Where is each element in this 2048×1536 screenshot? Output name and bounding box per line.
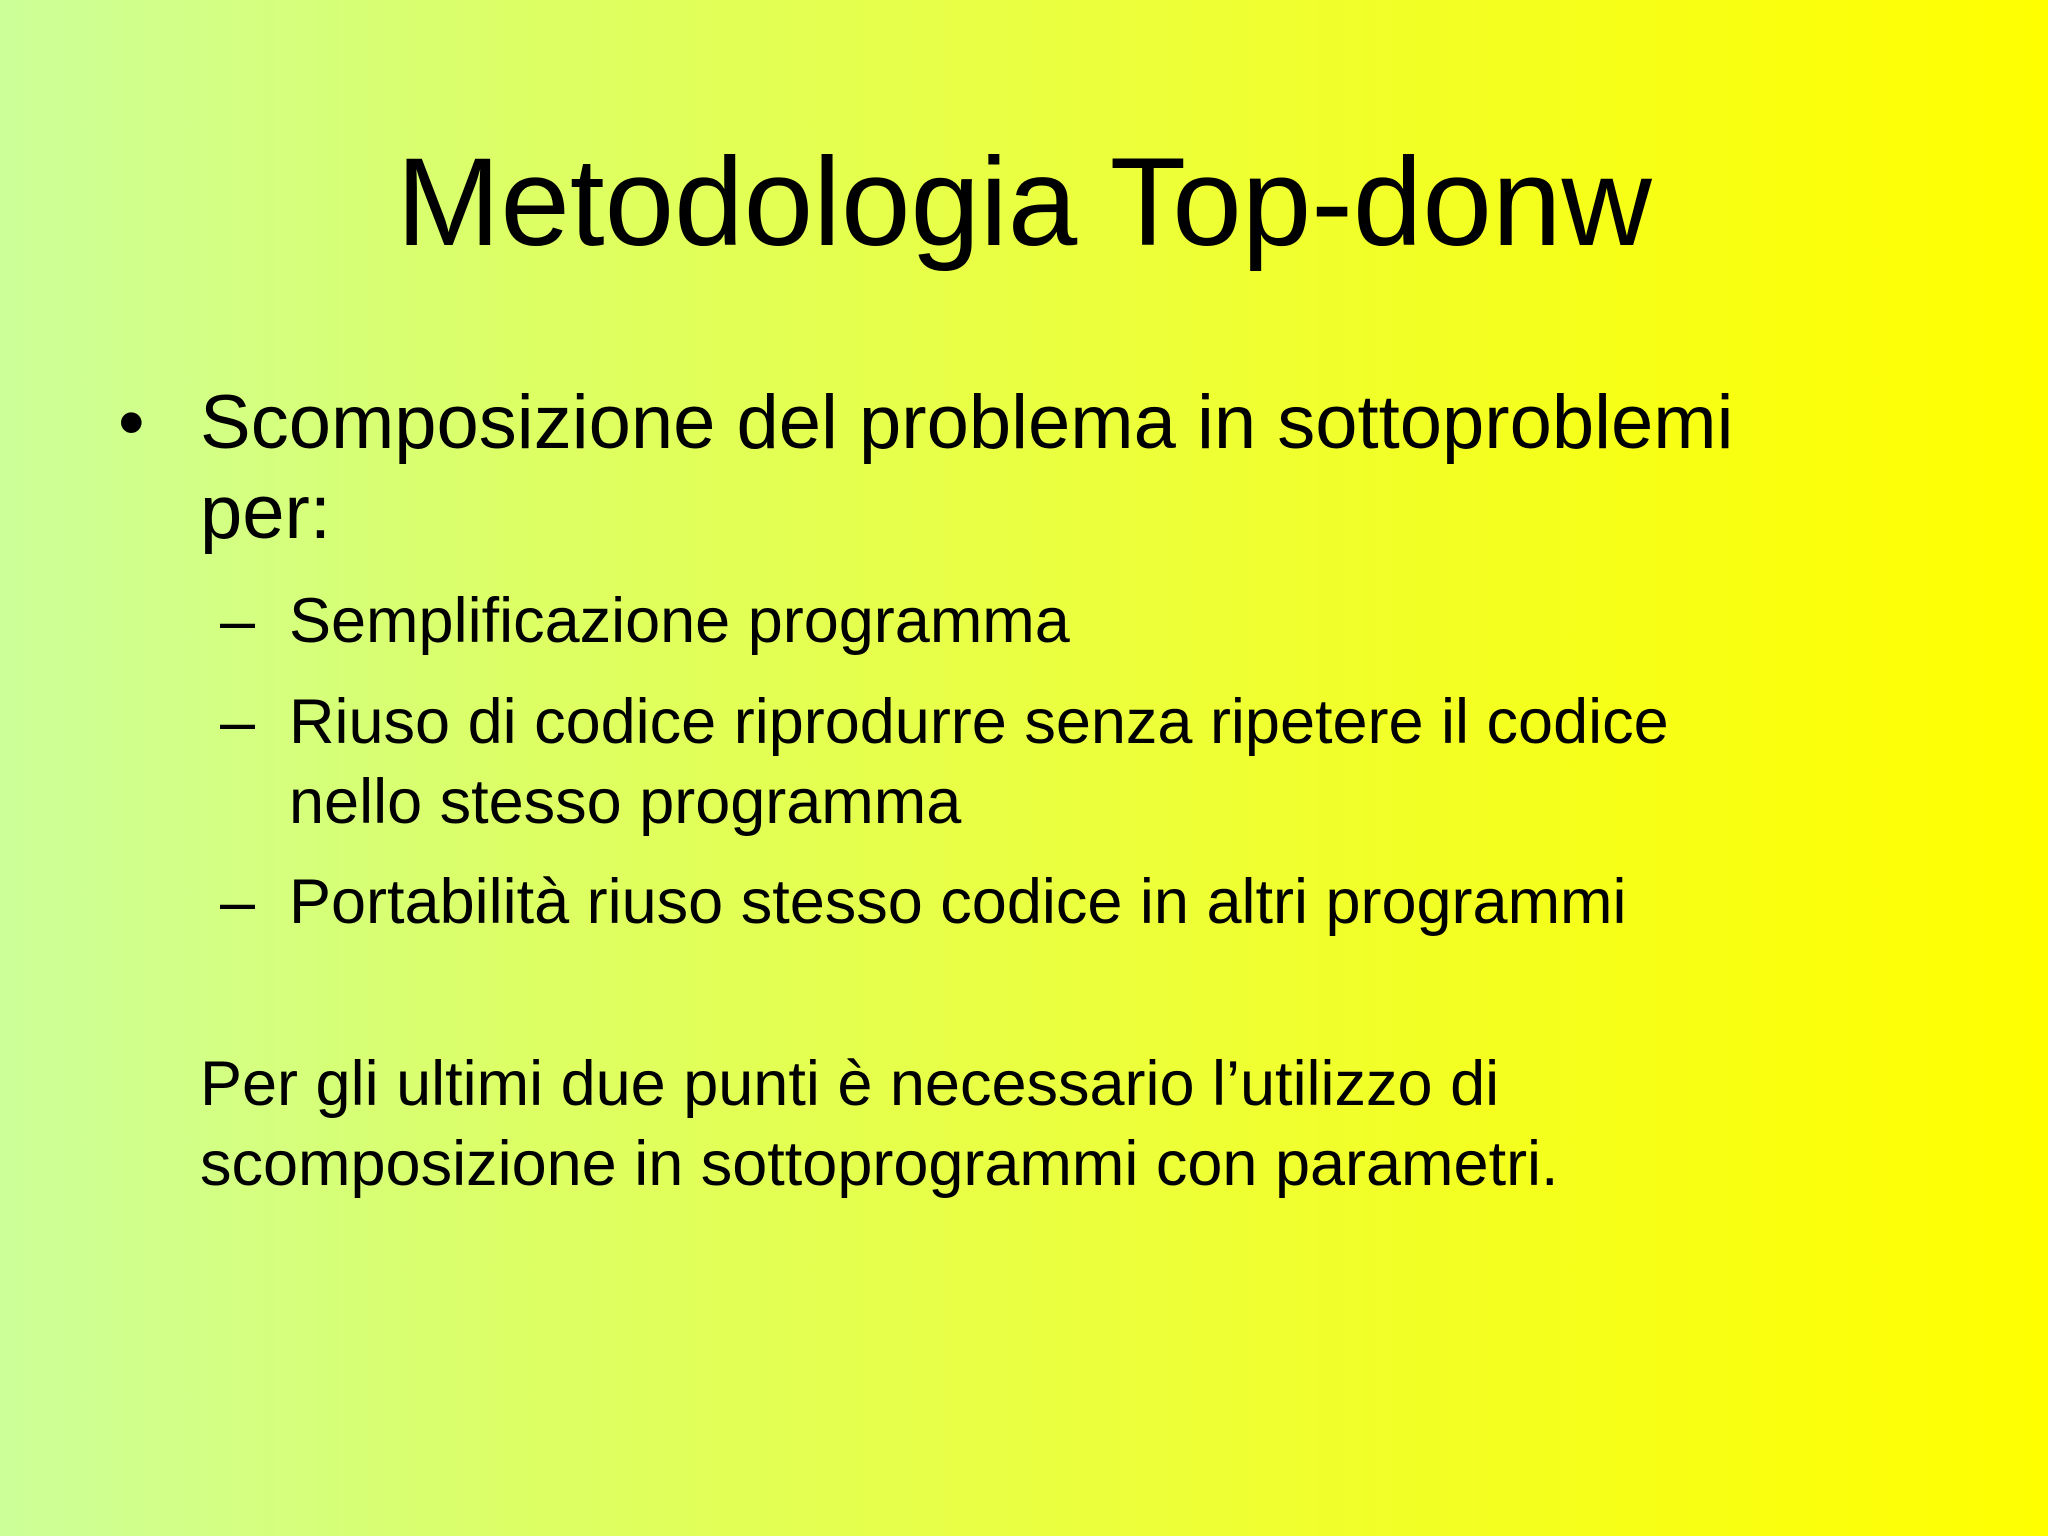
sub-bullet-line: Riuso di codice riprodurre senza ripetere il codice xyxy=(289,687,1669,757)
sub-bullet-text xyxy=(289,862,1940,942)
sub-bullet-text xyxy=(289,682,1940,842)
note-paragraph xyxy=(200,1044,1940,1204)
sub-bullet-line: nello stesso programma xyxy=(289,767,962,837)
note-line: scomposizione in sottoprogrammi con parametri. xyxy=(200,1129,1559,1199)
slide-title: Metodologia Top-donw xyxy=(396,133,1652,272)
bullet-text-line: Scomposizione del problema in sottoproblemi xyxy=(200,380,1734,465)
bullet-dot-icon: • xyxy=(118,380,145,465)
sub-bullet-text xyxy=(289,581,1940,661)
note-line: Per gli ultimi due punti è necessario l’utilizzo di xyxy=(200,1049,1500,1119)
dash-icon: – xyxy=(220,867,256,937)
bullet-text xyxy=(200,378,1938,558)
bullet-text-line: per: xyxy=(200,470,331,555)
dash-icon: – xyxy=(220,687,256,757)
sub-bullet-line: Semplificazione programma xyxy=(289,586,1070,656)
dash-icon: – xyxy=(220,586,256,656)
sub-bullet-line: Portabilità riuso stesso codice in altri programmi xyxy=(289,867,1627,937)
